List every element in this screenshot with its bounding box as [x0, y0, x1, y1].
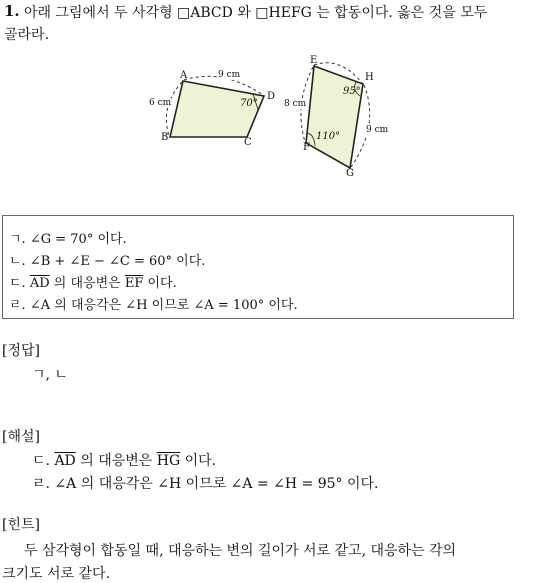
label-angle-f: 110°: [316, 131, 341, 142]
segment-ef: $\overline{EF}$: [124, 276, 144, 291]
quadrilateral-hefg: [301, 63, 370, 168]
label-vertex-e: E: [310, 55, 318, 66]
label-vertex-f: F: [303, 142, 310, 153]
label-angle-h: 95°: [343, 86, 361, 97]
explanation-mark: ㄹ.: [32, 476, 50, 492]
question-text-line1: 아래 그림에서 두 사각형 □ABCD 와 □HEFG 는 합동이다. 옳은 것을 모두: [24, 5, 488, 21]
choices-box: [2, 215, 514, 319]
label-vertex-g: G: [346, 168, 354, 179]
choice-item-3: [9, 272, 177, 291]
label-vertex-c: C: [244, 137, 252, 148]
segment-ad: $\overline{AD}$: [29, 276, 50, 291]
explanation-mark: ㄷ.: [32, 453, 50, 469]
choice-text-end: 이다.: [143, 276, 177, 291]
hint-line-2: 크기도 서로 같다.: [2, 566, 111, 582]
quad-hefg-shape: [306, 66, 363, 168]
explanation-text: ∠A 의 대응각은 ∠H 이므로 ∠A = ∠H = 95° 이다.: [54, 476, 379, 492]
hint-label: [힌트]: [2, 517, 40, 533]
label-vertex-h: H: [365, 72, 374, 83]
label-vertex-d: D: [267, 91, 276, 102]
choice-mark: ㄴ.: [9, 254, 26, 269]
quad-abcd-shape: [170, 81, 264, 137]
label-vertex-a: A: [180, 70, 188, 81]
choice-mark: ㄷ.: [9, 276, 26, 291]
explanation-line-2: [32, 473, 378, 493]
explanation-text-end: 이다.: [180, 453, 217, 469]
answer-label: [정답]: [2, 343, 40, 359]
choice-text-mid: 의 대응변은: [49, 276, 125, 291]
label-side-hg: 9 cm: [366, 125, 389, 135]
choice-text: ∠B + ∠E − ∠C = 60° 이다.: [29, 254, 206, 269]
label-vertex-b: B: [161, 132, 169, 143]
label-angle-d: 70°: [240, 98, 258, 109]
question-text-line2: 골라라.: [4, 27, 50, 43]
label-side-ab: 6 cm: [149, 98, 172, 108]
explanation-line-1: [32, 450, 216, 470]
label-side-ad: 9 cm: [218, 70, 241, 80]
label-side-ef: 8 cm: [284, 99, 307, 109]
explanation-label: [해설]: [2, 429, 40, 445]
choice-mark: ㄱ.: [9, 232, 26, 247]
hint-line-1: 두 삼각형이 합동일 때, 대응하는 변의 길이가 서로 같고, 대응하는 각의: [24, 543, 457, 559]
choice-text: ∠G = 70° 이다.: [29, 232, 127, 247]
choice-mark: ㄹ.: [9, 298, 26, 313]
segment-ad: $\overline{AD}$: [54, 453, 76, 469]
answer-text: ㄱ, ㄴ: [32, 367, 68, 383]
question-number: 1.: [4, 2, 20, 20]
choice-text: ∠A 의 대응각은 ∠H 이므로 ∠A = 100° 이다.: [29, 298, 298, 313]
choice-item-1: [9, 228, 127, 247]
choice-item-2: [9, 250, 205, 269]
segment-hg: $\overline{HG}$: [156, 453, 181, 469]
choice-item-4: [9, 294, 298, 313]
explanation-text-mid: 의 대응변은: [75, 453, 157, 469]
